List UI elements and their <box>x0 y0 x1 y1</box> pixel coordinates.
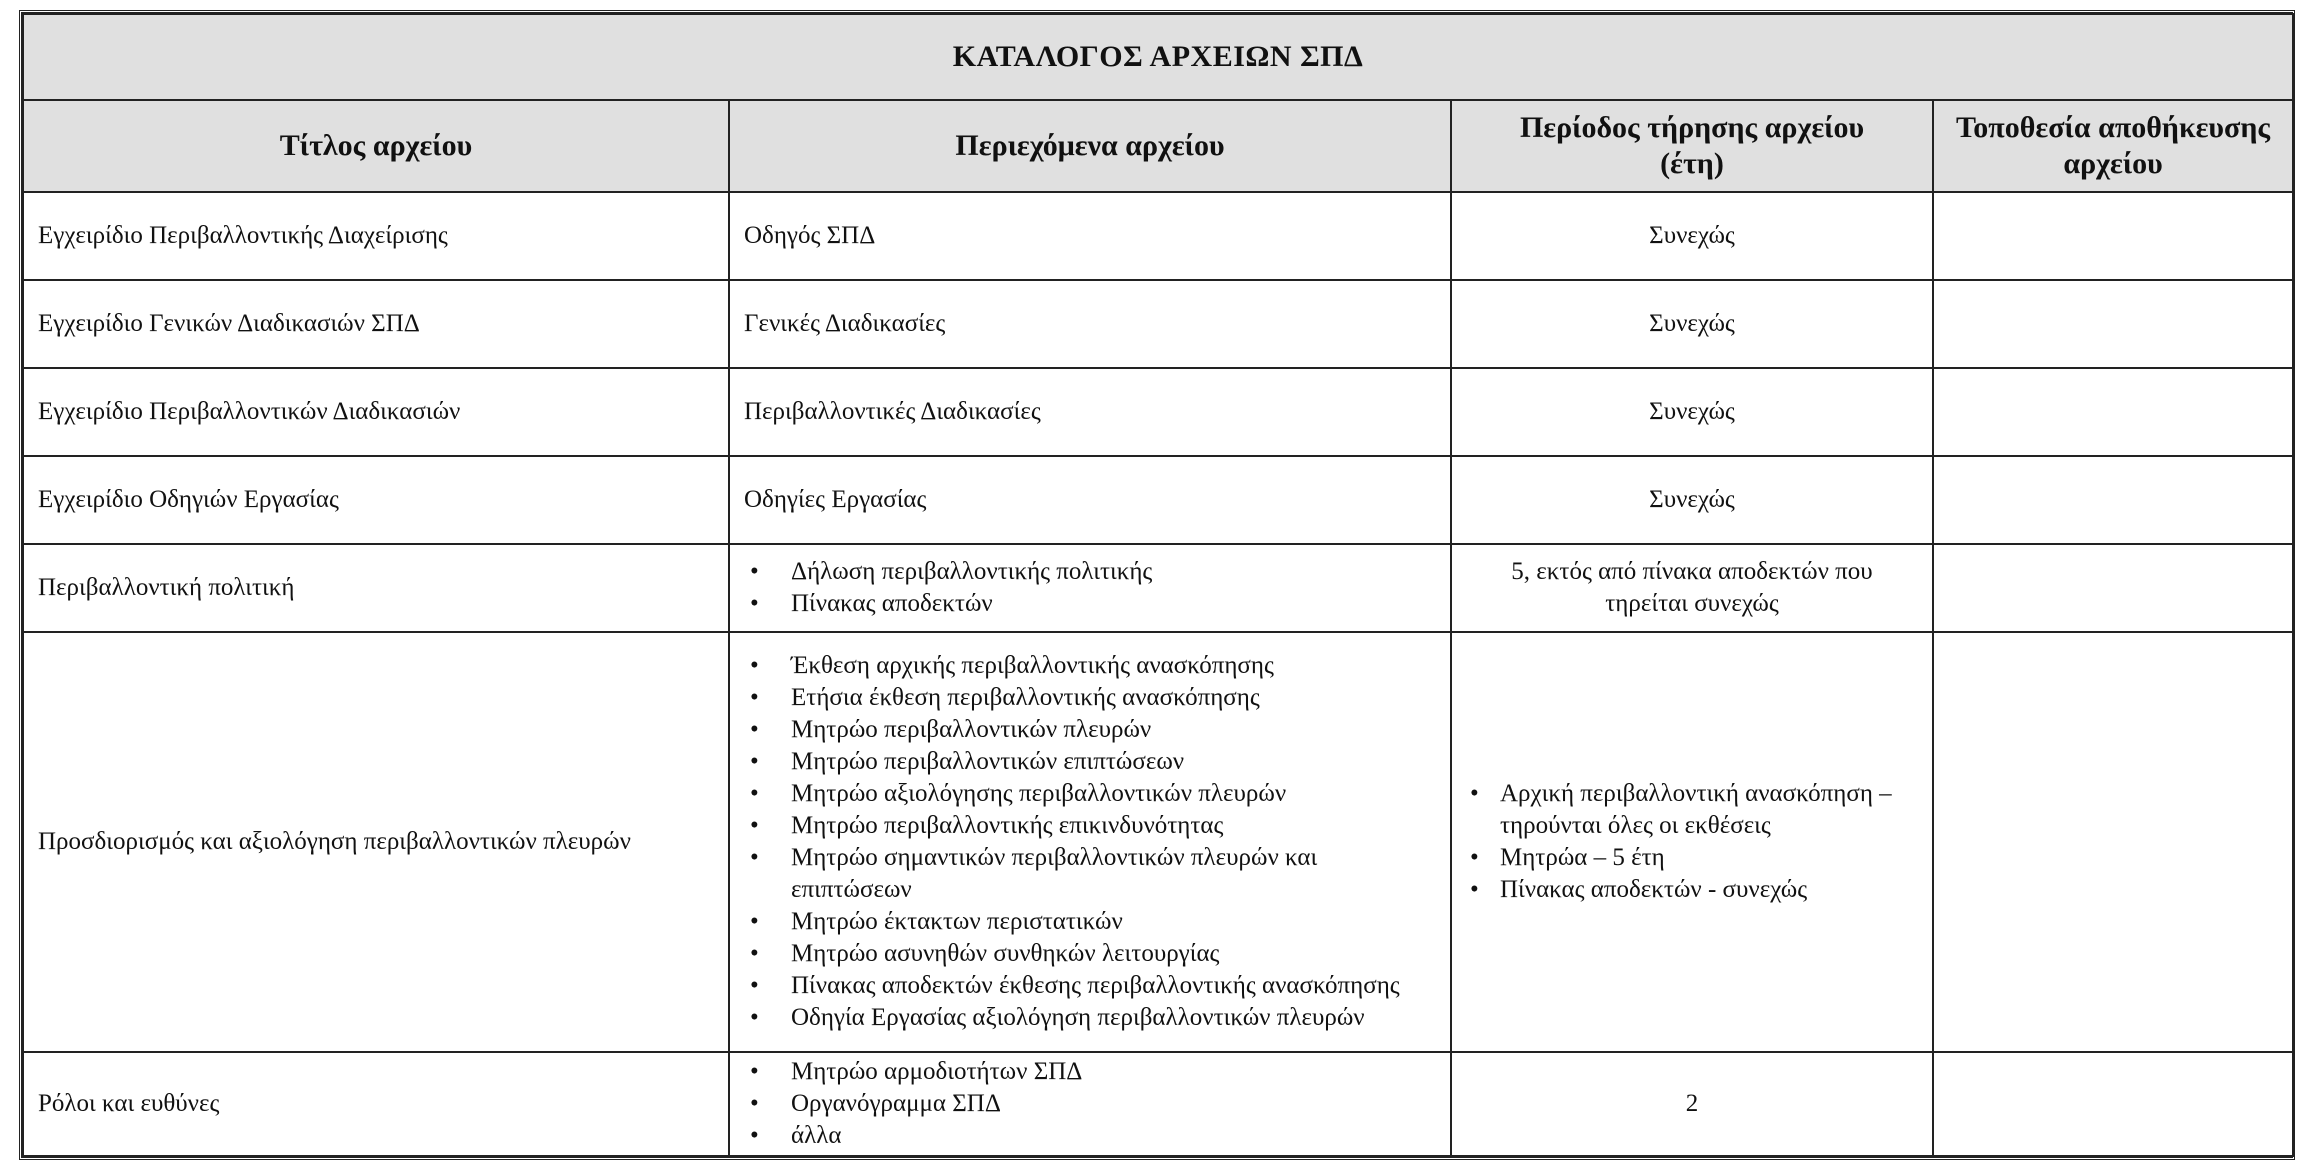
list-item-text: Πίνακας αποδεκτών - συνεχώς <box>1500 876 1808 903</box>
cell-retention-period: Συνεχώς <box>1451 192 1933 280</box>
list-item-text: Μητρώο σημαντικών περιβαλλοντικών πλευρών και επιπτώσεων <box>791 844 1318 903</box>
cell-storage-location <box>1933 632 2293 1052</box>
list-item <box>744 1002 1436 1034</box>
column-header-retention-period: Περίοδος τήρησης αρχείου (έτη) <box>1451 100 1933 192</box>
list-item <box>744 714 1436 746</box>
cell-file-contents: Περιβαλλοντικές Διαδικασίες <box>729 368 1451 456</box>
list-item-text: Μητρώο αξιολόγησης περιβαλλοντικών πλευρών <box>791 780 1287 807</box>
list-item-text: Μητρώο έκτακτων περιστατικών <box>791 908 1123 935</box>
list-item <box>744 1056 1436 1088</box>
title-row <box>23 14 2293 100</box>
table-row <box>23 632 2293 1052</box>
list-item-text: Πίνακας αποδεκτών έκθεσης περιβαλλοντικής ανασκόπησης <box>791 972 1400 999</box>
contents-list <box>744 556 1436 620</box>
cell-storage-location <box>1933 368 2293 456</box>
list-item <box>744 906 1436 938</box>
list-item-text: Μητρώο περιβαλλοντικών επιπτώσεων <box>791 748 1185 775</box>
cell-file-contents: Γενικές Διαδικασίες <box>729 280 1451 368</box>
list-item-text: Μητρώο αρμοδιοτήτων ΣΠΔ <box>791 1058 1083 1085</box>
bullet-icon: • <box>750 940 759 967</box>
list-item <box>744 650 1436 682</box>
list-item-text: Πίνακας αποδεκτών <box>791 590 993 617</box>
column-header-file-contents: Περιεχόμενα αρχείου <box>729 100 1451 192</box>
cell-retention-period: Συνεχώς <box>1451 280 1933 368</box>
list-item-text: Μητρώο ασυνηθών συνθηκών λειτουργίας <box>791 940 1220 967</box>
list-item <box>744 682 1436 714</box>
list-item <box>744 1120 1436 1152</box>
bullet-icon: • <box>1470 844 1479 871</box>
cell-storage-location <box>1933 1052 2293 1156</box>
bullet-icon: • <box>750 972 759 999</box>
table-row <box>23 280 2293 368</box>
list-item <box>744 746 1436 778</box>
cell-retention-period: 5, εκτός από πίνακα αποδεκτών που τηρείται συνεχώς <box>1451 544 1933 632</box>
list-item-text: Δήλωση περιβαλλοντικής πολιτικής <box>791 558 1153 585</box>
bullet-icon: • <box>1470 876 1479 903</box>
bullet-icon: • <box>750 558 759 585</box>
bullet-icon: • <box>750 1122 759 1149</box>
bullet-icon: • <box>750 716 759 743</box>
list-item-text: Μητρώο περιβαλλοντικής επικινδυνότητας <box>791 812 1224 839</box>
bullet-icon: • <box>750 652 759 679</box>
list-item-text: Οργανόγραμμα ΣΠΔ <box>791 1090 1001 1117</box>
list-item-text: Αρχική περιβαλλοντική ανασκόπηση – τηρούνται όλες οι εκθέσεις <box>1500 780 1892 839</box>
document-title: ΚΑΤΑΛΟΓΟΣ ΑΡΧΕΙΩΝ ΣΠΔ <box>23 14 2293 100</box>
list-item <box>1466 842 1918 874</box>
cell-file-title: Περιβαλλοντική πολιτική <box>23 544 729 632</box>
list-item-text: άλλα <box>791 1122 842 1149</box>
bullet-icon: • <box>750 812 759 839</box>
cell-file-title: Εγχειρίδιο Γενικών Διαδικασιών ΣΠΔ <box>23 280 729 368</box>
list-item <box>744 556 1436 588</box>
list-item <box>744 588 1436 620</box>
list-item <box>744 1088 1436 1120</box>
cell-file-contents <box>729 1052 1451 1156</box>
cell-storage-location <box>1933 544 2293 632</box>
list-item <box>744 842 1436 906</box>
records-catalog-table <box>22 13 2294 1157</box>
bullet-icon: • <box>750 844 759 871</box>
table-row <box>23 192 2293 280</box>
bullet-icon: • <box>750 748 759 775</box>
bullet-icon: • <box>750 684 759 711</box>
bullet-icon: • <box>750 1090 759 1117</box>
bullet-icon: • <box>750 1004 759 1031</box>
cell-file-contents <box>729 632 1451 1052</box>
list-item-text: Μητρώο περιβαλλοντικών πλευρών <box>791 716 1152 743</box>
bullet-icon: • <box>750 780 759 807</box>
bullet-icon: • <box>750 590 759 617</box>
list-item-text: Ετήσια έκθεση περιβαλλοντικής ανασκόπησης <box>791 684 1260 711</box>
cell-retention-period <box>1451 632 1933 1052</box>
cell-file-title: Εγχειρίδιο Περιβαλλοντικής Διαχείρισης <box>23 192 729 280</box>
list-item-text: Οδηγία Εργασίας αξιολόγηση περιβαλλοντικών πλευρών <box>791 1004 1365 1031</box>
cell-storage-location <box>1933 192 2293 280</box>
contents-list <box>744 1056 1436 1152</box>
cell-file-contents: Οδηγίες Εργασίας <box>729 456 1451 544</box>
list-item-text: Έκθεση αρχικής περιβαλλοντικής ανασκόπησης <box>791 652 1274 679</box>
contents-list <box>744 650 1436 1034</box>
header-row <box>23 100 2293 192</box>
list-item <box>744 810 1436 842</box>
cell-storage-location <box>1933 280 2293 368</box>
list-item <box>1466 874 1918 906</box>
list-item <box>744 970 1436 1002</box>
cell-retention-period: Συνεχώς <box>1451 368 1933 456</box>
retention-list <box>1466 778 1918 906</box>
cell-file-contents <box>729 544 1451 632</box>
cell-storage-location <box>1933 456 2293 544</box>
table-row <box>23 368 2293 456</box>
cell-file-title: Εγχειρίδιο Οδηγιών Εργασίας <box>23 456 729 544</box>
bullet-icon: • <box>750 1058 759 1085</box>
cell-retention-period: Συνεχώς <box>1451 456 1933 544</box>
list-item-text: Μητρώα – 5 έτη <box>1500 844 1665 871</box>
cell-retention-period: 2 <box>1451 1052 1933 1156</box>
list-item <box>744 938 1436 970</box>
column-header-storage-location: Τοποθεσία αποθήκευσης αρχείου <box>1933 100 2293 192</box>
cell-file-title: Προσδιορισμός και αξιολόγηση περιβαλλοντικών πλευρών <box>23 632 729 1052</box>
table-row <box>23 1052 2293 1156</box>
cell-file-title: Εγχειρίδιο Περιβαλλοντικών Διαδικασιών <box>23 368 729 456</box>
cell-file-title: Ρόλοι και ευθύνες <box>23 1052 729 1156</box>
bullet-icon: • <box>750 908 759 935</box>
bullet-icon: • <box>1470 780 1479 807</box>
list-item <box>1466 778 1918 842</box>
column-header-file-title: Τίτλος αρχείου <box>23 100 729 192</box>
table-row <box>23 544 2293 632</box>
list-item <box>744 778 1436 810</box>
cell-file-contents: Οδηγός ΣΠΔ <box>729 192 1451 280</box>
table-row <box>23 456 2293 544</box>
